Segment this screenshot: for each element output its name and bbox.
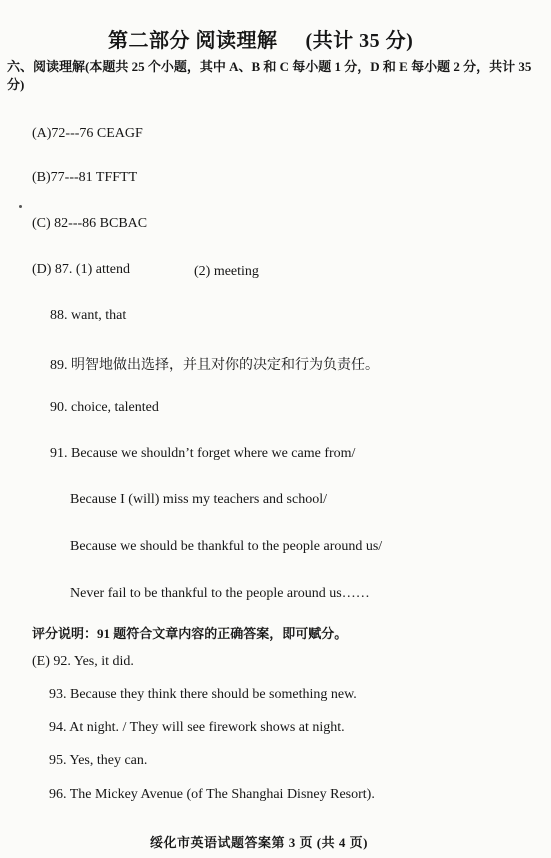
title-main: 第二部分 阅读理解 [108, 30, 278, 52]
answer-96: 96. The Mickey Avenue (of The Shanghai Disney Resort). [49, 787, 375, 802]
page-title [108, 24, 413, 53]
answer-d-87-2: (2) meeting [194, 264, 259, 279]
page-footer: 绥化市英语试题答案第 3 页 (共 4 页) [150, 835, 368, 850]
answer-e-92: (E) 92. Yes, it did. [32, 654, 134, 669]
scan-speck [19, 205, 22, 208]
answer-c: (C) 82---86 BCBAC [32, 216, 148, 231]
grading-note: 评分说明：91 题符合文章内容的正确答案，即可赋分。 [32, 626, 348, 641]
answer-94: 94. At night. / They will see firework shows at night. [49, 720, 345, 735]
answer-a: (A)72---76 CEAGF [32, 126, 143, 141]
answer-91-line-3: Because we should be thankful to the people around us/ [70, 539, 383, 554]
answer-91-line-2: Because I (will) miss my teachers and school/ [70, 492, 327, 507]
answer-93: 93. Because they think there should be something new. [49, 687, 357, 702]
answer-88: 88. want, that [50, 308, 127, 323]
section-header: 六、阅读理解(本题共 25 个小题，其中 A、B 和 C 每小题 1 分，D 和 E 每小题 2 分，共计 35 分) [7, 59, 532, 92]
answer-91-line-1: 91. Because we shouldn’t forget where we came from/ [50, 446, 356, 461]
title-points: (共计 35 分) [305, 30, 414, 52]
answer-d-87-1: (D) 87. (1) attend [32, 262, 130, 277]
answer-89: 89. 明智地做出选择，并且对你的决定和行为负责任。 [50, 358, 379, 373]
answer-91-line-4: Never fail to be thankful to the people around us…… [70, 586, 370, 601]
answer-90: 90. choice, talented [50, 400, 159, 415]
answer-95: 95. Yes, they can. [49, 753, 148, 768]
answer-b: (B)77---81 TFFTT [32, 170, 138, 185]
